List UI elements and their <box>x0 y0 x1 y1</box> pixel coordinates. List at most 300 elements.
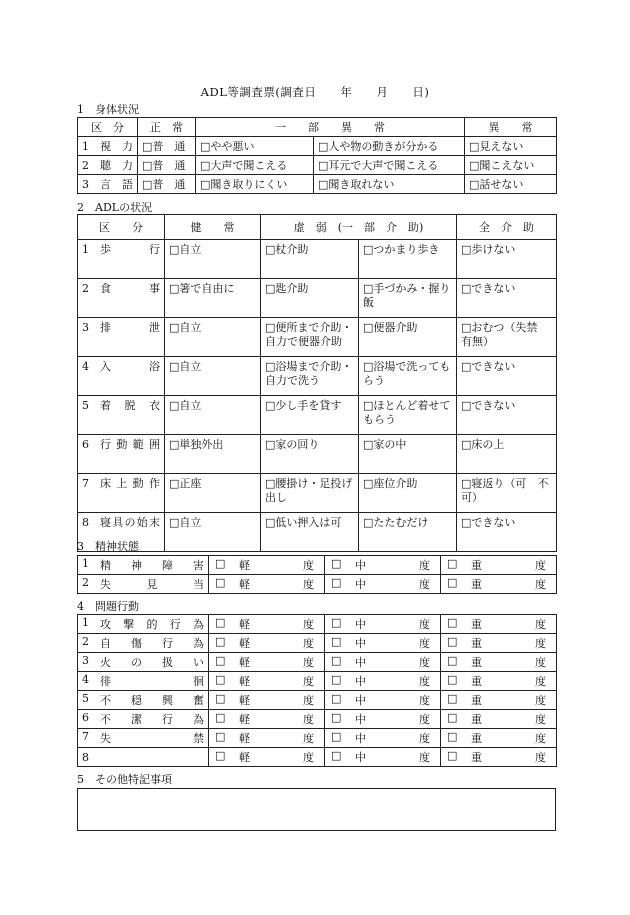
checkbox-moderate[interactable] <box>325 672 441 691</box>
checkbox-normal[interactable]: □普 通 <box>138 137 196 156</box>
row-label-text: 徘徊 <box>100 675 204 688</box>
table-row <box>78 729 557 748</box>
level-char-1: 軽 <box>239 656 250 669</box>
checkbox-full-assist[interactable]: □できない <box>457 513 557 552</box>
checkbox-full-assist[interactable]: □床の上 <box>457 435 557 474</box>
checkbox-icon: □ <box>447 673 458 686</box>
row-label-wrap <box>82 282 160 296</box>
header-category: 区 分 <box>78 118 138 137</box>
level-char-1: 軽 <box>239 618 250 631</box>
level-char-1: 重 <box>471 656 482 669</box>
checkbox-healthy[interactable]: □箸で自由に <box>165 279 261 318</box>
row-label-wrap <box>82 360 160 374</box>
level-char-2: 度 <box>303 713 314 726</box>
row-label <box>78 615 209 634</box>
level-option <box>447 730 550 746</box>
row-number: 2 <box>82 576 89 589</box>
checkbox-weak-2[interactable]: □家の中 <box>359 435 457 474</box>
table-row <box>78 710 557 729</box>
checkbox-full-assist[interactable]: □できない <box>457 396 557 435</box>
level-char-1: 重 <box>471 637 482 650</box>
level-option <box>215 711 318 727</box>
row-label-text: 失見当 <box>100 578 204 591</box>
checkbox-icon: □ <box>215 616 226 629</box>
section-3-heading: 3 精神状態 <box>77 540 139 553</box>
checkbox-severe[interactable] <box>441 615 557 634</box>
level-char-1: 重 <box>471 713 482 726</box>
level-char-1: 中 <box>355 559 366 572</box>
level-option <box>447 616 550 632</box>
checkbox-icon: □ <box>215 730 226 743</box>
level-char-1: 軽 <box>239 637 250 650</box>
level-char-1: 軽 <box>239 559 250 572</box>
row-label <box>78 318 165 357</box>
checkbox-severe[interactable] <box>441 556 557 575</box>
level-spacer <box>366 711 419 727</box>
level-char-2: 度 <box>303 732 314 745</box>
checkbox-full-assist[interactable]: □おむつ（失禁 有無） <box>457 318 557 357</box>
level-option <box>331 557 434 573</box>
checkbox-healthy[interactable]: □単独外出 <box>165 435 261 474</box>
level-option <box>331 576 434 592</box>
level-char-2: 度 <box>419 732 430 745</box>
table-row <box>78 615 557 634</box>
checkbox-mild[interactable] <box>209 729 325 748</box>
table-row <box>78 137 557 156</box>
row-number: 7 <box>82 477 89 490</box>
level-spacer <box>366 730 419 746</box>
row-number: 1 <box>82 557 89 570</box>
table-row <box>78 357 557 396</box>
checkbox-weak-1[interactable]: □低い押入は可 <box>261 513 359 552</box>
level-spacer <box>250 692 303 708</box>
row-label <box>78 691 209 710</box>
table-header-row <box>78 215 557 240</box>
row-label-wrap <box>82 730 204 746</box>
level-char-2: 度 <box>419 694 430 707</box>
checkbox-icon: □ <box>331 654 342 667</box>
checkbox-weak-2[interactable]: □つかまり歩き <box>359 240 457 279</box>
level-char-1: 軽 <box>239 694 250 707</box>
checkbox-severe[interactable] <box>441 748 557 767</box>
checkbox-weak-2[interactable]: □ほとんど着せてもらう <box>359 396 457 435</box>
row-label-wrap <box>82 692 204 708</box>
level-char-2: 度 <box>535 694 546 707</box>
level-char-2: 度 <box>419 713 430 726</box>
header-full-assist: 全 介 助 <box>457 215 557 240</box>
row-number: 3 <box>82 321 89 334</box>
mental-status-table <box>77 555 557 594</box>
row-label <box>78 748 209 767</box>
row-label-wrap <box>82 399 160 413</box>
checkbox-weak-1[interactable]: □匙介助 <box>261 279 359 318</box>
level-char-1: 軽 <box>239 578 250 591</box>
level-char-1: 中 <box>355 578 366 591</box>
row-label <box>78 729 209 748</box>
level-spacer <box>366 692 419 708</box>
checkbox-weak-1[interactable]: □家の回り <box>261 435 359 474</box>
checkbox-severe[interactable] <box>441 691 557 710</box>
level-char-2: 度 <box>419 559 430 572</box>
row-label-text: 寝具の始末 <box>100 516 160 529</box>
level-option <box>215 673 318 689</box>
row-number: 5 <box>82 692 89 705</box>
table-row <box>78 435 557 474</box>
checkbox-icon: □ <box>215 749 226 762</box>
checkbox-healthy[interactable]: □自立 <box>165 396 261 435</box>
checkbox-weak-1[interactable]: □腰掛け・足投げ出し <box>261 474 359 513</box>
row-number: 8 <box>82 750 89 764</box>
checkbox-icon: □ <box>447 557 458 570</box>
row-label-wrap <box>82 516 160 530</box>
row-label <box>78 575 209 594</box>
level-char-2: 度 <box>419 637 430 650</box>
level-char-2: 度 <box>535 732 546 745</box>
level-spacer <box>482 616 535 632</box>
level-char-1: 軽 <box>239 675 250 688</box>
checkbox-full-assist[interactable]: □寝返り（可 不可） <box>457 474 557 513</box>
checkbox-icon: □ <box>215 692 226 705</box>
checkbox-weak-2[interactable]: □手づかみ・握り飯 <box>359 279 457 318</box>
level-char-1: 重 <box>471 694 482 707</box>
row-label <box>78 634 209 653</box>
header-abnormal: 異 常 <box>465 118 557 137</box>
level-option <box>331 730 434 746</box>
level-option <box>331 654 434 670</box>
level-char-2: 度 <box>303 675 314 688</box>
checkbox-mild[interactable] <box>209 691 325 710</box>
row-label-text: 入 浴 <box>100 360 160 373</box>
header-weak: 虚 弱 (一 部 介 助) <box>261 215 457 240</box>
level-spacer <box>366 749 419 765</box>
level-char-1: 重 <box>471 732 482 745</box>
checkbox-icon: □ <box>215 635 226 648</box>
checkbox-icon: □ <box>331 673 342 686</box>
level-spacer <box>482 673 535 689</box>
level-option <box>215 557 318 573</box>
checkbox-mild[interactable] <box>209 710 325 729</box>
section-4-heading: 4 問題行動 <box>77 600 139 613</box>
level-char-2: 度 <box>303 637 314 650</box>
level-char-2: 度 <box>419 751 430 764</box>
checkbox-moderate[interactable] <box>325 729 441 748</box>
checkbox-weak-2[interactable]: □座位介助 <box>359 474 457 513</box>
checkbox-icon: □ <box>447 730 458 743</box>
row-number: 3 <box>82 654 89 667</box>
row-label-wrap <box>82 616 204 632</box>
table-row <box>78 318 557 357</box>
table-row <box>78 556 557 575</box>
level-option <box>331 616 434 632</box>
level-option <box>215 749 318 765</box>
level-option <box>215 730 318 746</box>
row-label-text: 着 脱 衣 <box>100 399 160 412</box>
checkbox-healthy[interactable]: □自立 <box>165 240 261 279</box>
level-option <box>447 673 550 689</box>
level-char-1: 中 <box>355 618 366 631</box>
checkbox-partial-1[interactable]: □大声で聞こえる <box>196 156 314 175</box>
checkbox-moderate[interactable] <box>325 653 441 672</box>
checkbox-weak-1[interactable]: □便所まで介助・自力で便器介助 <box>261 318 359 357</box>
checkbox-moderate[interactable] <box>325 691 441 710</box>
checkbox-icon: □ <box>447 711 458 724</box>
checkbox-severe[interactable] <box>441 634 557 653</box>
level-option <box>215 635 318 651</box>
table-row <box>78 513 557 552</box>
level-option <box>447 711 550 727</box>
level-char-1: 軽 <box>239 713 250 726</box>
checkbox-icon: □ <box>447 635 458 648</box>
level-spacer <box>482 730 535 746</box>
row-label <box>78 710 209 729</box>
level-char-1: 重 <box>471 618 482 631</box>
checkbox-icon: □ <box>215 557 226 570</box>
checkbox-severe[interactable] <box>441 653 557 672</box>
level-char-2: 度 <box>535 675 546 688</box>
table-row <box>78 474 557 513</box>
checkbox-severe[interactable] <box>441 672 557 691</box>
level-char-1: 中 <box>355 694 366 707</box>
checkbox-weak-2[interactable]: □たたむだけ <box>359 513 457 552</box>
level-option <box>447 635 550 651</box>
checkbox-partial-2[interactable]: □耳元で大声で聞こえる <box>314 156 465 175</box>
level-char-2: 度 <box>303 618 314 631</box>
level-char-1: 中 <box>355 656 366 669</box>
level-char-2: 度 <box>419 578 430 591</box>
checkbox-moderate[interactable] <box>325 710 441 729</box>
table-row <box>78 279 557 318</box>
checkbox-icon: □ <box>447 616 458 629</box>
level-spacer <box>250 576 303 592</box>
checkbox-healthy[interactable]: □正座 <box>165 474 261 513</box>
level-option <box>215 616 318 632</box>
level-char-2: 度 <box>303 694 314 707</box>
checkbox-weak-2[interactable]: □浴場で洗ってもらう <box>359 357 457 396</box>
checkbox-abnormal[interactable]: □見えない <box>465 137 557 156</box>
level-char-1: 中 <box>355 713 366 726</box>
page-title: ADL等調査票(調査日 年 月 日) <box>200 85 430 99</box>
checkbox-severe[interactable] <box>441 710 557 729</box>
row-label-text: 失禁 <box>100 732 204 745</box>
table-row <box>78 175 557 194</box>
row-label-text <box>100 751 204 764</box>
level-char-2: 度 <box>535 713 546 726</box>
level-char-1: 中 <box>355 732 366 745</box>
row-label <box>78 653 209 672</box>
table-row <box>78 691 557 710</box>
row-label-text: 自傷行為 <box>100 637 204 650</box>
checkbox-icon: □ <box>331 635 342 648</box>
level-char-2: 度 <box>303 751 314 764</box>
level-spacer <box>366 635 419 651</box>
level-option <box>447 557 550 573</box>
checkbox-icon: □ <box>331 616 342 629</box>
header-healthy: 健 常 <box>165 215 261 240</box>
row-label-text: 不潔行為 <box>100 713 204 726</box>
table-row <box>78 653 557 672</box>
row-number: 8 <box>82 516 89 529</box>
row-number: 1 <box>82 243 89 256</box>
row-label <box>78 279 165 318</box>
row-number: 4 <box>82 673 89 686</box>
level-spacer <box>250 654 303 670</box>
checkbox-moderate[interactable] <box>325 556 441 575</box>
level-spacer <box>482 576 535 592</box>
checkbox-mild[interactable] <box>209 575 325 594</box>
row-label-wrap <box>82 635 204 651</box>
table-header-row <box>78 118 557 137</box>
checkbox-icon: □ <box>331 749 342 762</box>
level-char-1: 中 <box>355 751 366 764</box>
checkbox-severe[interactable] <box>441 729 557 748</box>
section-2-heading: 2 ADLの状況 <box>77 201 153 214</box>
level-option <box>331 635 434 651</box>
checkbox-icon: □ <box>331 692 342 705</box>
table-row <box>78 575 557 594</box>
checkbox-full-assist[interactable]: □歩けない <box>457 240 557 279</box>
row-label <box>78 672 209 691</box>
level-spacer <box>482 635 535 651</box>
level-char-2: 度 <box>535 637 546 650</box>
level-spacer <box>366 576 419 592</box>
row-label-text: 攻撃的行為 <box>100 618 204 631</box>
checkbox-normal[interactable]: □普 通 <box>138 175 196 194</box>
checkbox-partial-2[interactable]: □聞き取れない <box>314 175 465 194</box>
row-label-wrap <box>82 576 204 592</box>
level-option <box>331 673 434 689</box>
row-label-text: 食 事 <box>100 282 160 295</box>
level-spacer <box>482 711 535 727</box>
checkbox-moderate[interactable] <box>325 634 441 653</box>
level-spacer <box>250 616 303 632</box>
row-label-wrap <box>82 711 204 727</box>
level-char-2: 度 <box>535 618 546 631</box>
header-category: 区 分 <box>78 215 165 240</box>
level-char-2: 度 <box>419 656 430 669</box>
level-spacer <box>250 749 303 765</box>
level-char-1: 中 <box>355 637 366 650</box>
checkbox-icon: □ <box>215 673 226 686</box>
level-char-1: 軽 <box>239 751 250 764</box>
level-option <box>447 749 550 765</box>
row-label-text: 排 泄 <box>100 321 160 334</box>
level-char-2: 度 <box>419 675 430 688</box>
row-number: 7 <box>82 730 89 743</box>
level-char-2: 度 <box>535 656 546 669</box>
checkbox-healthy[interactable]: □自立 <box>165 357 261 396</box>
checkbox-mild[interactable] <box>209 615 325 634</box>
row-label <box>78 357 165 396</box>
row-label: 2 聴 力 <box>78 156 138 175</box>
checkbox-mild[interactable] <box>209 653 325 672</box>
level-option <box>331 692 434 708</box>
level-option <box>215 576 318 592</box>
level-spacer <box>250 711 303 727</box>
checkbox-weak-1[interactable]: □杖介助 <box>261 240 359 279</box>
row-label <box>78 474 165 513</box>
level-char-2: 度 <box>535 751 546 764</box>
row-number: 6 <box>82 711 89 724</box>
checkbox-abnormal[interactable]: □話せない <box>465 175 557 194</box>
level-char-2: 度 <box>303 656 314 669</box>
checkbox-icon: □ <box>331 730 342 743</box>
checkbox-mild[interactable] <box>209 672 325 691</box>
row-number: 6 <box>82 438 89 451</box>
checkbox-severe[interactable] <box>441 575 557 594</box>
row-label-wrap <box>82 321 160 335</box>
checkbox-moderate[interactable] <box>325 615 441 634</box>
checkbox-icon: □ <box>215 711 226 724</box>
checkbox-weak-1[interactable]: □浴場まで介助・自力で洗う <box>261 357 359 396</box>
level-char-2: 度 <box>535 578 546 591</box>
checkbox-abnormal[interactable]: □聞こえない <box>465 156 557 175</box>
checkbox-normal[interactable]: □普 通 <box>138 156 196 175</box>
notes-box[interactable] <box>77 788 556 831</box>
row-label-text: 不穏興奮 <box>100 694 204 707</box>
checkbox-healthy[interactable]: □自立 <box>165 513 261 552</box>
level-char-1: 重 <box>471 751 482 764</box>
checkbox-partial-1[interactable]: □やや悪い <box>196 137 314 156</box>
checkbox-icon: □ <box>215 654 226 667</box>
row-label-text: 床上動作 <box>100 477 160 490</box>
level-option <box>447 654 550 670</box>
level-spacer <box>366 654 419 670</box>
level-char-1: 軽 <box>239 732 250 745</box>
section-1-heading: 1 身体状況 <box>77 103 139 116</box>
checkbox-moderate[interactable] <box>325 748 441 767</box>
row-label-text: 歩 行 <box>100 243 160 256</box>
checkbox-full-assist[interactable]: □できない <box>457 357 557 396</box>
checkbox-healthy[interactable]: □自立 <box>165 318 261 357</box>
checkbox-icon: □ <box>447 654 458 667</box>
level-spacer <box>250 673 303 689</box>
level-char-2: 度 <box>419 618 430 631</box>
checkbox-mild[interactable] <box>209 634 325 653</box>
checkbox-icon: □ <box>331 711 342 724</box>
level-char-1: 重 <box>471 578 482 591</box>
row-label <box>78 556 209 575</box>
level-option <box>447 692 550 708</box>
physical-status-table <box>77 117 557 194</box>
checkbox-mild[interactable] <box>209 556 325 575</box>
level-spacer <box>250 730 303 746</box>
checkbox-weak-2[interactable]: □便器介助 <box>359 318 457 357</box>
row-label <box>78 240 165 279</box>
level-spacer <box>482 557 535 573</box>
checkbox-weak-1[interactable]: □少し手を貸す <box>261 396 359 435</box>
checkbox-icon: □ <box>447 692 458 705</box>
checkbox-full-assist[interactable]: □できない <box>457 279 557 318</box>
level-char-2: 度 <box>303 559 314 572</box>
checkbox-mild[interactable] <box>209 748 325 767</box>
level-char-1: 中 <box>355 675 366 688</box>
checkbox-icon: □ <box>447 749 458 762</box>
checkbox-moderate[interactable] <box>325 575 441 594</box>
level-option <box>331 711 434 727</box>
table-row <box>78 240 557 279</box>
row-label-wrap <box>82 438 160 452</box>
level-char-2: 度 <box>535 559 546 572</box>
checkbox-icon: □ <box>331 557 342 570</box>
row-label-wrap <box>82 477 160 491</box>
checkbox-partial-1[interactable]: □聞き取りにくい <box>196 175 314 194</box>
level-spacer <box>482 749 535 765</box>
checkbox-partial-2[interactable]: □人や物の動きが分かる <box>314 137 465 156</box>
row-number: 1 <box>82 616 89 629</box>
level-spacer <box>366 557 419 573</box>
table-row <box>78 156 557 175</box>
level-spacer <box>482 654 535 670</box>
